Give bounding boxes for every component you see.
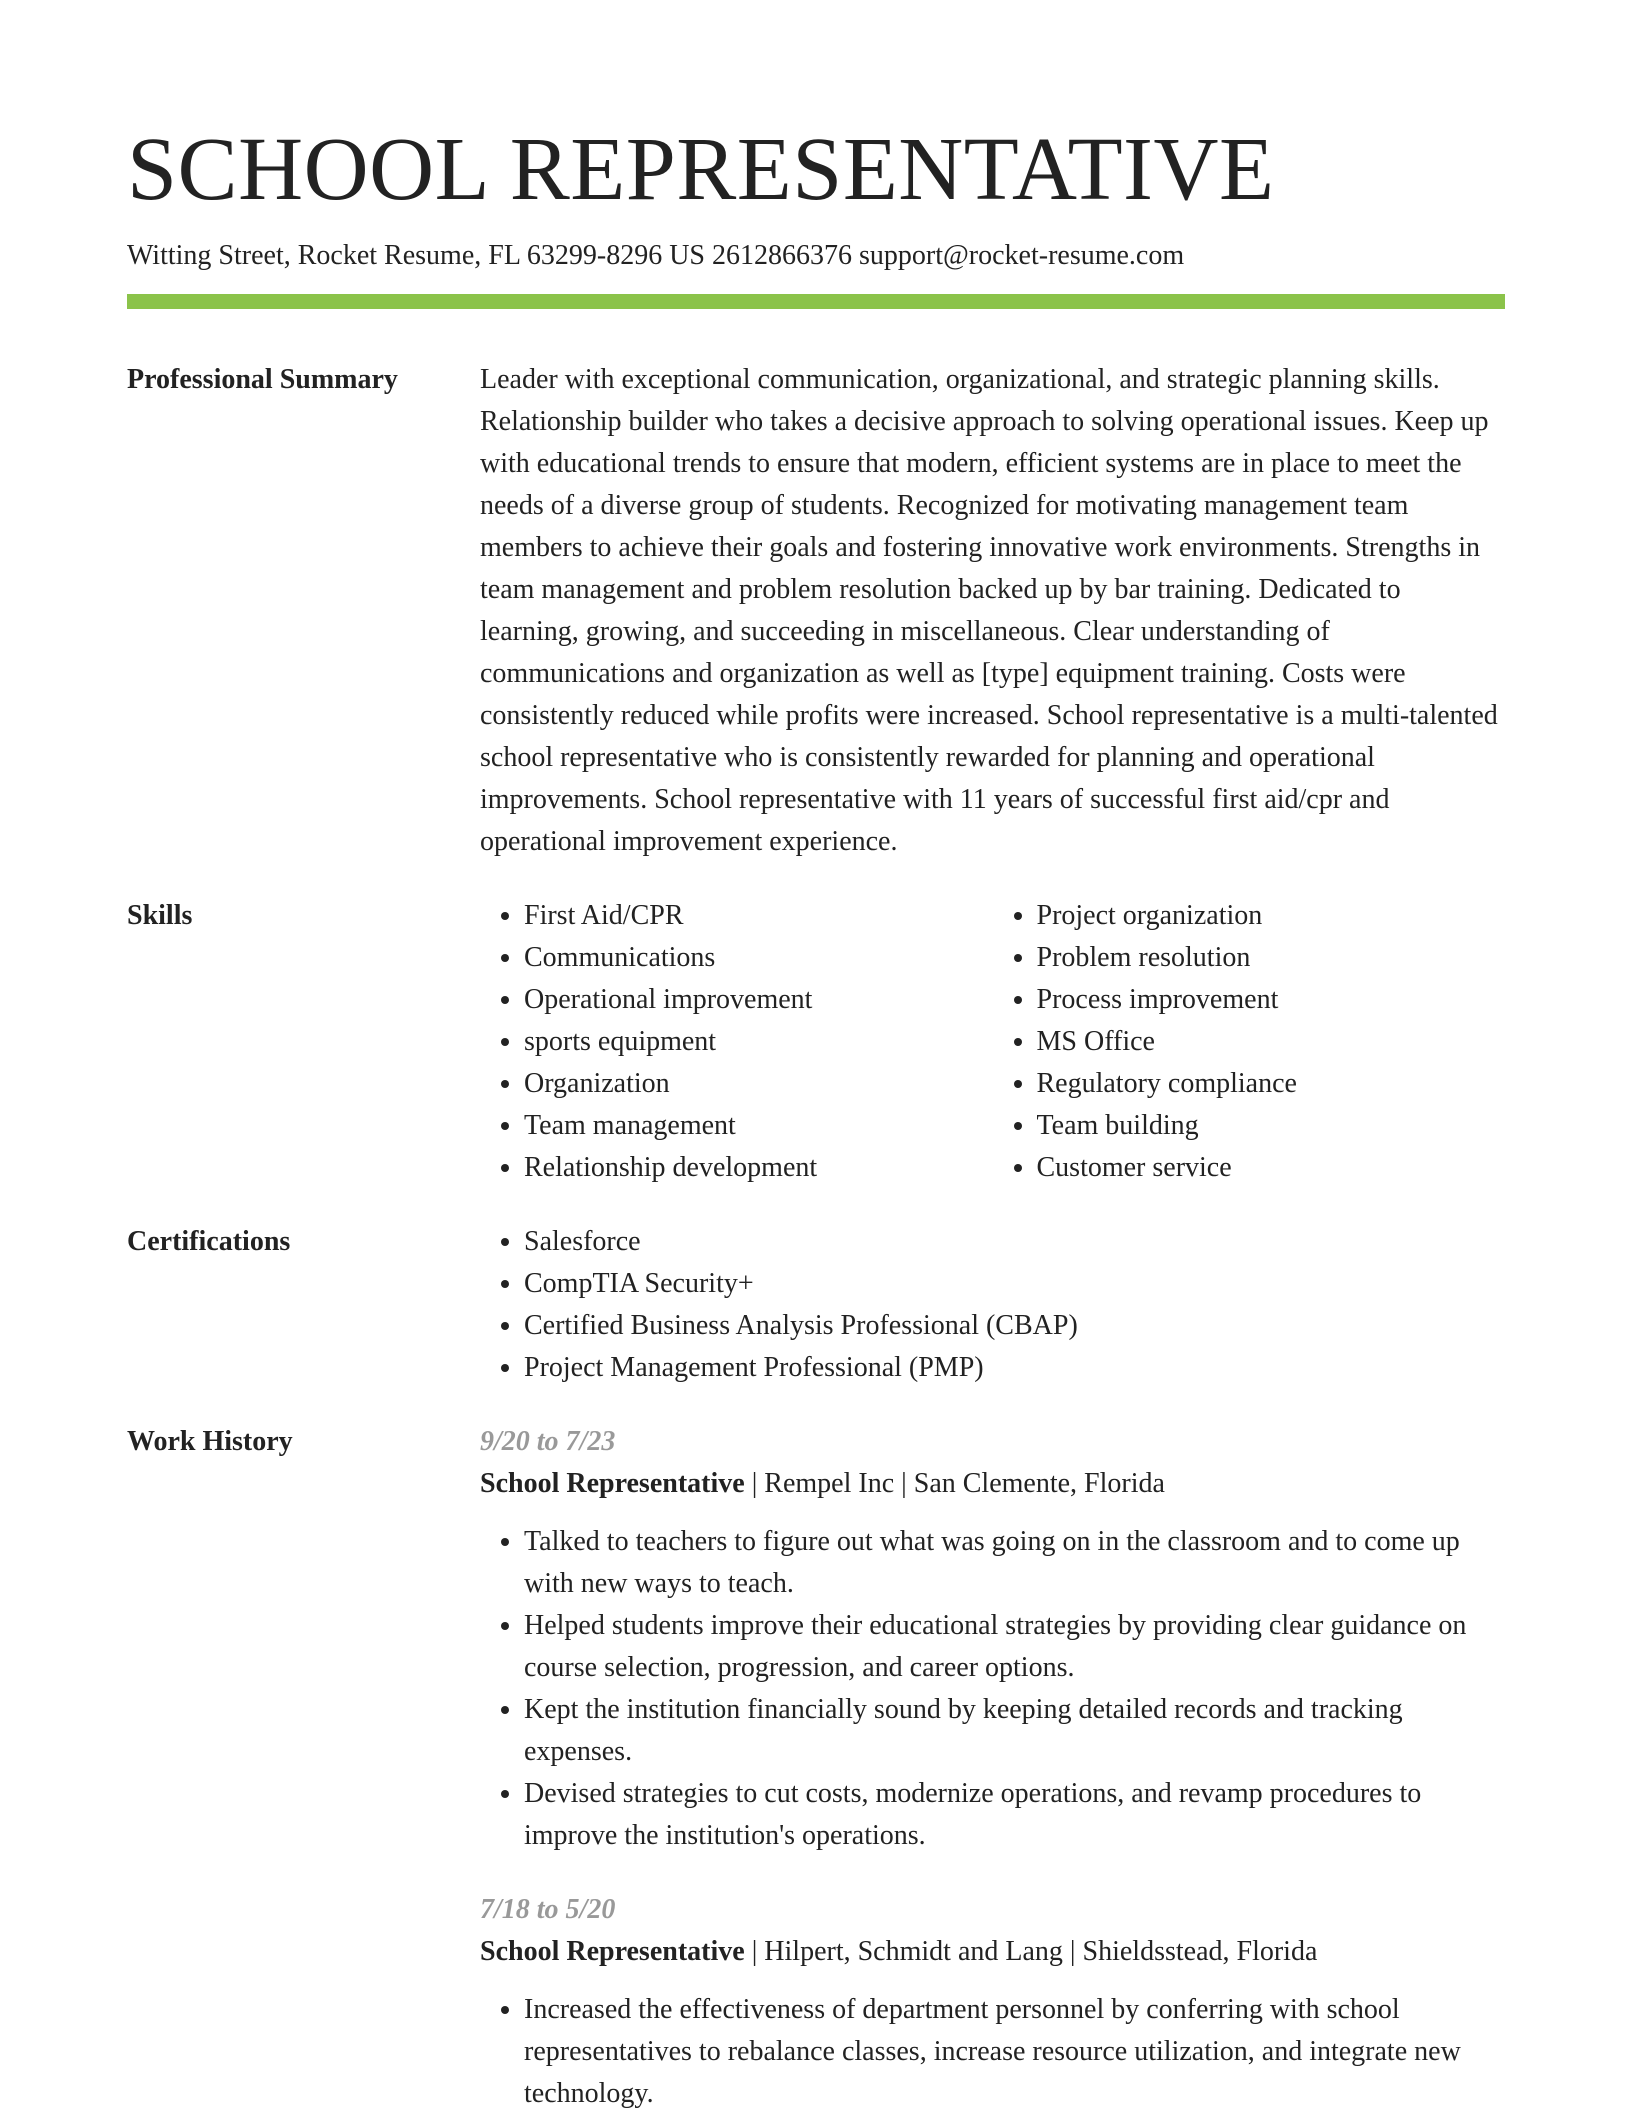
summary-text: Leader with exceptional communication, organizational, and strategic planning skills. Relationship builder who takes a decisive approach to solving operational issues. Keep up with educational trends to ensure that modern, efficient systems are in place to meet the needs of a diverse group of students. Recognized for motivating management team members to achieve their goals and fostering innovative work environments. Strengths in team management and problem resolution backed up by bar training. Dedicated to learning, growing, and succeeding in miscellaneous. Clear understanding of communications and organization as well as [type] equipment training. Costs were consistently reduced while profits were increased. School representative is a multi-talented school representative who is consistently rewarded for planning and operational improvements. School representative with 11 years of successful first aid/cpr and operational improvement experience. — [480, 364, 1498, 857]
certifications-section — [127, 1221, 1505, 1389]
job-heading — [480, 1931, 1505, 1973]
skill-item: • Team building — [1037, 1105, 1506, 1147]
skill-item: • First Aid/CPR — [524, 895, 993, 937]
section-label-certifications: Certifications — [127, 1226, 291, 1257]
work-history-body — [480, 1421, 1505, 2115]
skills-body — [480, 895, 1505, 1189]
job-bullet-list — [480, 1521, 1505, 1857]
skill-item: • Project organization — [1037, 895, 1506, 937]
skill-item: • MS Office — [1037, 1021, 1506, 1063]
section-label-work-history: Work History — [127, 1426, 293, 1457]
summary-body — [480, 359, 1505, 863]
job-bullet: • Increased the effectiveness of department personnel by conferring with school representatives to rebalance classes, increase resource utilization, and integrate new technology. — [524, 1989, 1505, 2115]
section-label-skills: Skills — [127, 900, 193, 931]
job-dates: 9/20 to 7/23 — [480, 1426, 616, 1457]
skills-list-right — [993, 895, 1506, 1189]
skill-item: • Communications — [524, 937, 993, 979]
skill-item: • Organization — [524, 1063, 993, 1105]
job-bullet: • Kept the institution financially sound by keeping detailed records and tracking expenses. — [524, 1689, 1505, 1773]
job-bullet: • Devised strategies to cut costs, modernize operations, and revamp procedures to improve the institution's operations. — [524, 1773, 1505, 1857]
job-title: School Representative — [480, 1936, 745, 1967]
job-bullet: • Helped students improve their educational strategies by providing clear guidance on course selection, progression, and career options. — [524, 1605, 1505, 1689]
skills-list-left — [480, 895, 993, 1189]
accent-divider — [127, 294, 1505, 309]
certification-item: • Certified Business Analysis Professional (CBAP) — [524, 1305, 1505, 1347]
job-details: | Rempel Inc | San Clemente, Florida — [744, 1468, 1165, 1499]
contact-line: Witting Street, Rocket Resume, FL 63299-8296 US 2612866376 support@rocket-resume.com — [127, 240, 1185, 271]
resume-name: SCHOOL REPRESENTATIVE — [127, 120, 1275, 219]
certification-item: • CompTIA Security+ — [524, 1263, 1505, 1305]
certifications-list — [480, 1221, 1505, 1389]
skill-item: • Regulatory compliance — [1037, 1063, 1506, 1105]
certification-item: • Salesforce — [524, 1221, 1505, 1263]
skill-item: • sports equipment — [524, 1021, 993, 1063]
job-dates: 7/18 to 5/20 — [480, 1894, 616, 1925]
skill-item: • Relationship development — [524, 1147, 993, 1189]
job-title: School Representative — [480, 1468, 745, 1499]
job-bullet-list — [480, 1989, 1505, 2115]
job-bullet: • Talked to teachers to figure out what was going on in the classroom and to come up with new ways to teach. — [524, 1521, 1505, 1605]
work-history-section — [127, 1421, 1505, 2115]
skills-section — [127, 895, 1505, 1189]
job-details: | Hilpert, Schmidt and Lang | Shieldsstead, Florida — [744, 1936, 1318, 1967]
skill-item: • Problem resolution — [1037, 937, 1506, 979]
certifications-body — [480, 1221, 1505, 1389]
skill-item: • Process improvement — [1037, 979, 1506, 1021]
job-entry — [480, 1421, 1505, 1857]
skill-item: • Customer service — [1037, 1147, 1506, 1189]
certification-item: • Project Management Professional (PMP) — [524, 1347, 1505, 1389]
job-heading — [480, 1463, 1505, 1505]
skill-item: • Operational improvement — [524, 979, 993, 1021]
section-label-summary: Professional Summary — [127, 364, 398, 395]
job-entry — [480, 1889, 1505, 2115]
skill-item: • Team management — [524, 1105, 993, 1147]
summary-section — [127, 359, 1505, 863]
